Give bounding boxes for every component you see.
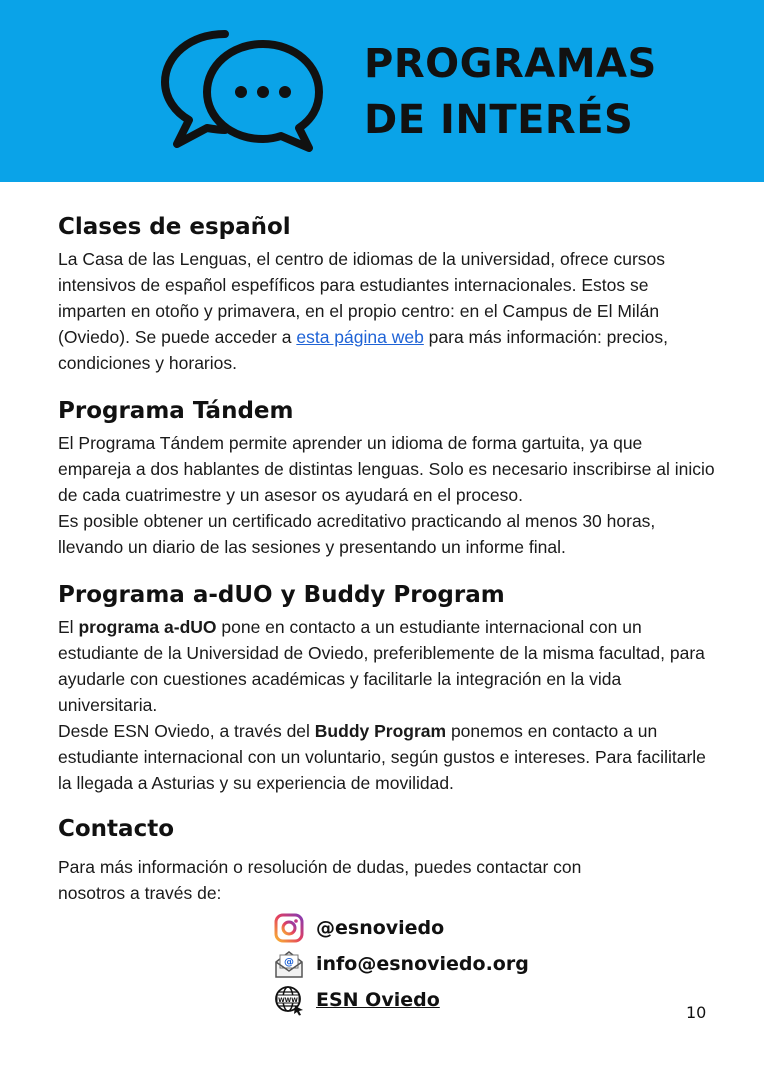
globe-www-icon xyxy=(272,983,306,1017)
section-paragraph: El Programa Tándem permite aprender un idioma de forma gartuita, ya que empareja a dos hablantes de distintas lenguas. Solo es necesario inscribirse al inicio de cada cuatrimestre y un asesor os ayudará en el proceso. xyxy=(58,433,715,505)
program-name-bold: Buddy Program xyxy=(314,721,447,741)
instagram-handle: @esnoviedo xyxy=(316,917,445,939)
instagram-icon xyxy=(272,911,306,945)
section-paragraph: Para más información o resolución de dudas, puedes contactar con nosotros a través de: xyxy=(58,857,582,903)
paragraph-text: para más información: precios, condiciones y horarios. xyxy=(58,327,668,373)
program-name-bold: programa a-dUO xyxy=(78,617,217,637)
section-paragraph xyxy=(58,246,718,376)
contact-email[interactable] xyxy=(272,946,572,982)
section-heading: Contacto xyxy=(58,816,174,842)
section-heading: Clases de español xyxy=(58,214,291,240)
svg-text:@: @ xyxy=(284,957,294,968)
paragraph-text: El xyxy=(58,617,79,637)
paragraph-text: ponemos en contacto a un estudiante internacional con un voluntario, según gustos e intereses. Para facilitarle la llegada a Asturias y su experiencia de movilidad. xyxy=(58,721,706,793)
section-adu-buddy xyxy=(58,580,718,796)
section-paragraph xyxy=(58,718,718,796)
contact-website[interactable] xyxy=(272,982,572,1018)
section-clases-espanol xyxy=(58,212,718,376)
section-programa-tandem xyxy=(58,396,718,560)
web-page-link[interactable]: esta página web xyxy=(296,327,424,347)
section-paragraph: Es posible obtener un certificado acreditativo practicando al menos 30 horas, llevando un diario de las sesiones y presentando un informe final. xyxy=(58,511,656,557)
email-icon xyxy=(272,947,306,981)
website-link[interactable]: ESN Oviedo xyxy=(316,989,440,1011)
email-address: info@esnoviedo.org xyxy=(316,953,529,975)
page-title xyxy=(364,36,657,148)
contact-instagram[interactable] xyxy=(272,910,572,946)
page-title-line2: DE INTERÉS xyxy=(364,97,634,143)
page-title-line1: PROGRAMAS xyxy=(364,41,657,87)
section-contacto xyxy=(58,814,718,906)
page-number: 10 xyxy=(686,1003,707,1022)
chat-bubbles-icon xyxy=(155,28,327,154)
section-heading: Programa Tándem xyxy=(58,398,294,424)
section-paragraph xyxy=(58,614,718,718)
section-heading: Programa a-dUO y Buddy Program xyxy=(58,582,505,608)
paragraph-text: La Casa de las Lenguas, el centro de idiomas de la universidad, ofrece cursos intensivos de español espefíficos para estudiantes internacionales. Estos se imparten en otoño y primavera, en el propio centro: en el Campus de El Milán (Oviedo). Se puede acceder a xyxy=(58,249,666,347)
paragraph-text: pone en contacto a un estudiante internacional con un estudiante de la Universidad de Oviedo, preferiblemente de la misma facultad, para ayudarle con cuestiones académicas y facilitarle la integración en la vida universitaria. xyxy=(58,617,705,715)
header-banner xyxy=(0,0,764,182)
contact-list xyxy=(272,910,572,1018)
paragraph-text: Desde ESN Oviedo, a través del xyxy=(58,721,315,741)
svg-text:WWW: WWW xyxy=(278,997,298,1004)
